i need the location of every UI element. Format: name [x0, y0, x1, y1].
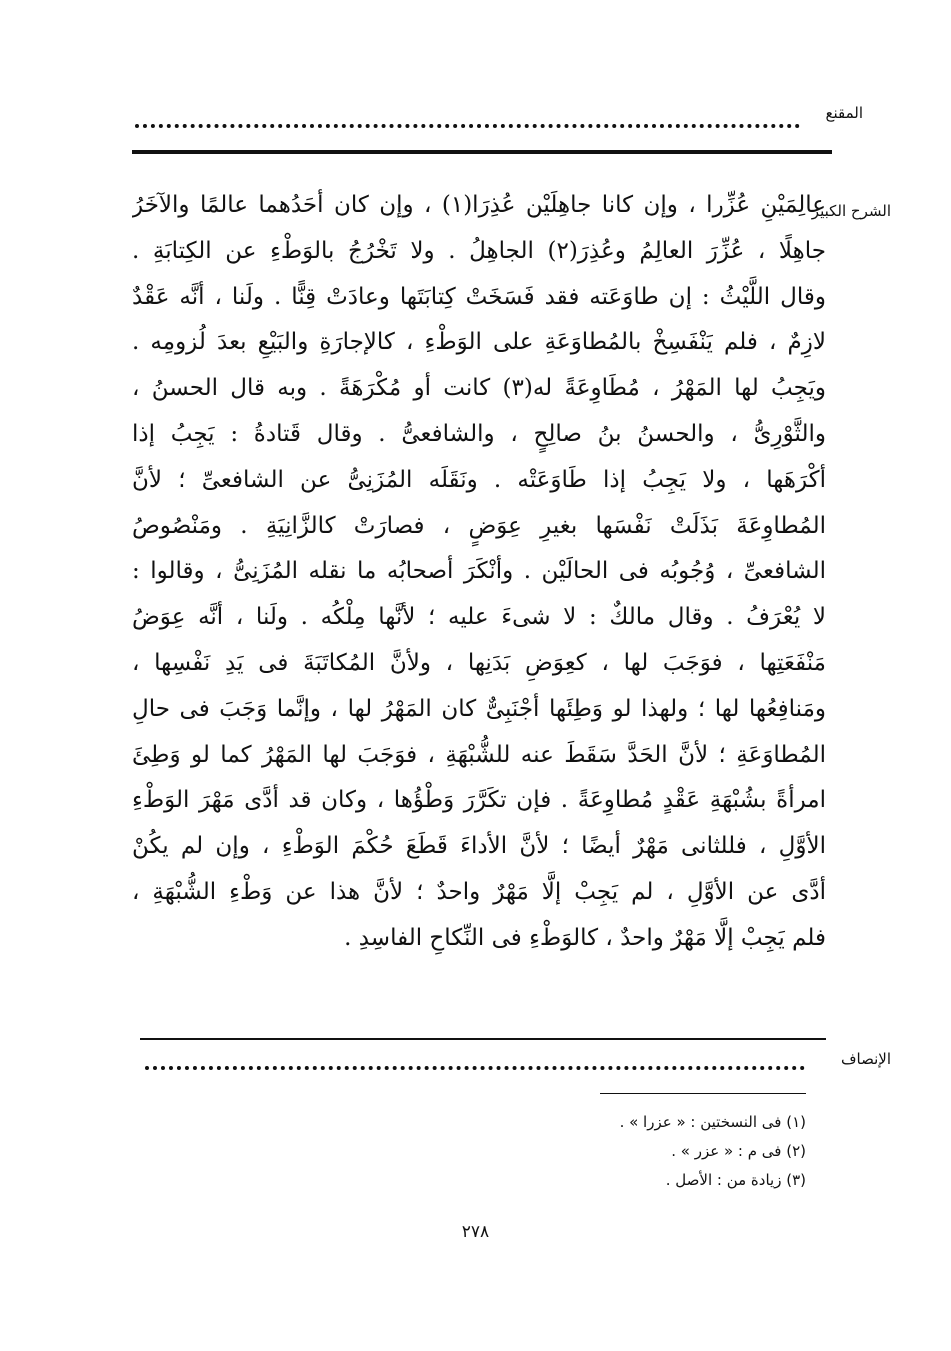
text-line: الشافعىِّ ، وُجُوبُه فى الحالَيْن . وأنْكَرَ أصحابُه ما نقله المُزَنِىُّ ، وقالوا :	[132, 558, 826, 585]
text-line: مَنْفَعَتِها ، فوَجَبَ لها ، كعِوَضِ بَدَنِها ، ولأنَّ المُكاتَبَةَ فى يَدِ نَفْسِها ،	[132, 649, 826, 676]
text-line: لا يُعْرَفُ . وقال مالكٌ : لا شىءَ عليه ؛ لأنَّها مِلْكُه . ولَنا ، أنَّه عِوَضُ	[132, 604, 826, 631]
text-line: ويَجِبُ لها المَهْرُ ، مُطَاوِعَةً له(٣) كانت أو مُكْرَهَةً . وبه قال الحسنُ ،	[132, 375, 826, 402]
book-title: المقنع	[825, 104, 863, 122]
insaf-label: الإنصاف	[840, 1050, 891, 1068]
footnote: (١) فى النسختين : « عزرا » .	[619, 1113, 806, 1131]
text-line: جاهِلًا ، عُزِّرَ العالِمُ وعُذِرَ(٢) الجاهِلُ . ولا تَخْرُجُ بالوَطْءِ عن الكِتابَةِ .	[132, 237, 826, 264]
sharh-label: الشرح الكبير	[811, 202, 891, 220]
text-line: لازِمٌ ، فلم يَنْفَسِخْ بالمُطاوَعَةِ على الوَطْءِ ، كالإجارَةِ والبَيْعِ بعدَ لُزومِه .	[132, 329, 826, 356]
text-line: وقال اللَّيْثُ : إن طاوَعَته فقد فَسَخَتْ كِتابَتَها وعادَتْ قِنًّا . ولَنا ، أنَّه عَقْدٌ	[132, 283, 826, 310]
footnotes	[306, 1108, 806, 1195]
main-text	[132, 183, 826, 962]
insaf-dotted-leader	[145, 1066, 805, 1070]
footnote: (٢) فى م : « عزر » .	[671, 1142, 806, 1160]
page-number: ٢٧٨	[461, 1222, 490, 1242]
text-line: ومَنافِعُها لها ؛ ولهذا لو وَطِئَها أجْنَبِىٌّ كان المَهْرُ لها ، وإنَّما وَجَبَ فى حالِ	[132, 695, 826, 722]
text-line: الأوَّلِ ، فللثانى مَهْرٌ أيضًا ؛ لأنَّ الأداءَ قَطَعَ حُكْمَ الوَطْءِ ، وإن لم يكُنْ	[132, 833, 826, 860]
footnote: (٣) زيادة من : الأصل .	[665, 1171, 806, 1189]
text-line: والثَّوْرِىُّ ، والحسنُ بنُ صالِحٍ ، والشافعىُّ . وقال قَتادةُ : يَجِبُ إذا	[132, 420, 826, 447]
text-line: عالِمَيْنِ عُزِّرا ، وإن كانا جاهِلَيْن عُذِرَا(١) ، وإن كان أحَدُهما عالمًا والآخَرُ	[132, 192, 826, 218]
text-line: أدَّى عن الأوَّلِ ، لم يَجِبْ إلَّا مَهْرٌ واحدٌ ؛ لأنَّ هذا عن وَطْءِ الشُّبْهَةِ ،	[132, 878, 826, 905]
text-line: المُطاوِعَةَ بَذَلَتْ نَفْسَها بغيرِ عِوَضٍ ، فصارَتْ كالزَّانِيَةِ . ومَنْصُوصُ	[132, 512, 826, 539]
body-bottom-rule	[140, 1038, 826, 1040]
text-line: أكْرَهَها ، ولا يَجِبُ إذا طَاوَعَتْه . ونَقَلَه المُزَنِىُّ عن الشافعىِّ ؛ لأنَّ	[132, 466, 826, 493]
header-rule	[132, 150, 832, 154]
text-line: فلم يَجِبْ إلَّا مَهْرٌ واحدٌ ، كالوَطْءِ فى النِّكاحِ الفاسِدِ .	[344, 924, 826, 951]
header-dotted-leader	[135, 124, 800, 128]
text-line: امرأةً بشُبْهَةِ عَقْدٍ مُطاوِعَةً . فإن تكَرَّرَ وَطْؤُها ، وكان قد أدَّى مَهْرَ الوَطْءِ	[132, 787, 826, 814]
footnote-rule	[600, 1093, 806, 1094]
text-line: المُطاوَعَةِ ؛ لأنَّ الحَدَّ سَقَطَ عنه للشُّبْهَةِ ، فوَجَبَ لها المَهْرُ كما لو وَطِئَ	[132, 741, 826, 768]
